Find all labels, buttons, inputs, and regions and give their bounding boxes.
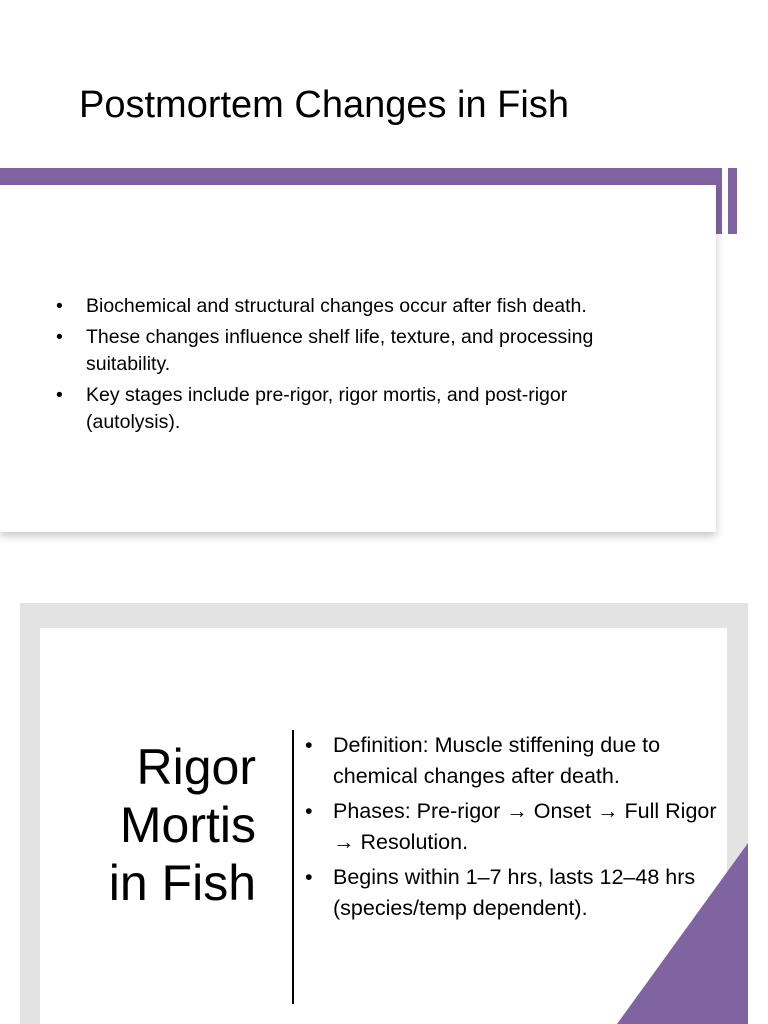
corner-triangle-shape <box>617 843 748 1024</box>
slide-2-title-line: in Fish <box>108 855 256 911</box>
bullet-dot-icon: • <box>305 733 313 757</box>
bullet-text: Definition: Muscle stiffening due to chemical changes after death. <box>333 733 661 788</box>
bullet-text: Begins within 1–7 hrs, lasts 12–48 hrs (species/temp dependent). <box>333 865 696 920</box>
slide-1-title: Postmortem Changes in Fish <box>79 84 569 126</box>
bullet-text: Phases: Pre-rigor → Onset → Full Rigor → Resolution. <box>333 799 717 854</box>
slide-2-title-line: Mortis <box>119 797 256 853</box>
bullet-text: These changes influence shelf life, texture, and processing suitability. <box>86 326 594 375</box>
bullet-text: Biochemical and structural changes occur after fish death. <box>86 295 587 317</box>
bullet-text: Key stages include pre-rigor, rigor mortis, and post-rigor (autolysis). <box>86 384 568 433</box>
bullet-dot-icon: • <box>56 295 63 317</box>
slide-2-title-line: Rigor <box>136 739 256 795</box>
bullet-dot-icon: • <box>305 865 313 889</box>
bullet-dot-icon: • <box>305 799 313 823</box>
bullet-dot-icon: • <box>56 384 63 406</box>
bullet-dot-icon: • <box>56 326 63 348</box>
